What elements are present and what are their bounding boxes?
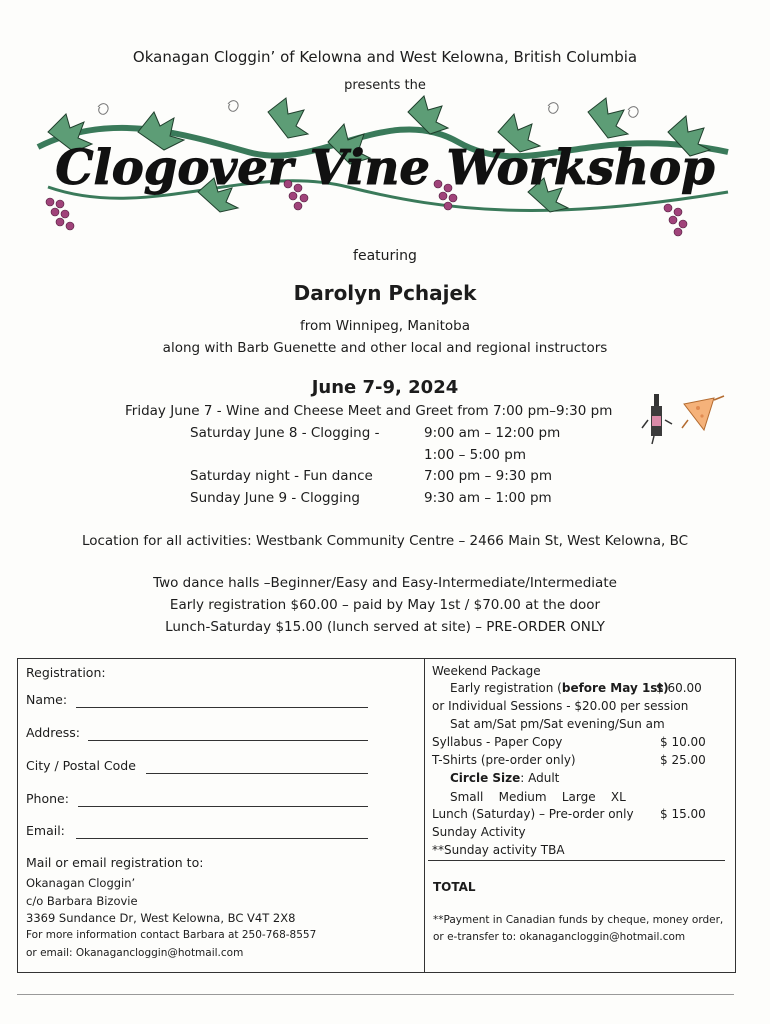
organizer-line: Okanagan Cloggin’ of Kelowna and West Kelowna, British Columbia	[132, 48, 638, 66]
payment-note: **Payment in Canadian funds by cheque, money order,	[433, 914, 724, 926]
vine-banner	[28, 92, 742, 252]
bottom-rule	[17, 994, 734, 995]
individual-sessions-item: or Individual Sessions - $20.00 per session	[432, 699, 689, 713]
wine-and-cheese-clipart	[640, 390, 730, 446]
instructor-origin: from Winnipeg, Manitoba	[299, 318, 471, 334]
early-registration-item: Early registration (before May 1st)	[450, 681, 669, 695]
lunch-price: $ 15.00	[660, 807, 706, 821]
phone-field[interactable]	[78, 806, 368, 807]
early-registration-price: $ 60.00	[656, 681, 702, 695]
mail-address-line: c/o Barbara Bizovie	[26, 894, 138, 908]
workshop-title: Clogover Vine Workshop	[55, 140, 715, 196]
mail-to-heading: Mail or email registration to:	[26, 855, 204, 870]
dance-halls-text: Two dance halls –Beginner/Easy and Easy-Intermediate/Intermediate	[153, 575, 617, 591]
email-field[interactable]	[76, 838, 368, 839]
schedule-time: 9:00 am – 12:00 pm	[424, 425, 561, 441]
total-label: TOTAL	[433, 880, 476, 894]
registration-heading: Registration:	[26, 665, 106, 680]
contact-email: or email: Okanagancloggin@hotmail.com	[26, 947, 244, 959]
cheese-icon	[682, 396, 724, 430]
early-registration-text: Early registration $60.00 – paid by May 1st / $70.00 at the door	[169, 597, 601, 613]
form-divider	[424, 658, 425, 972]
session-options: Sat am/Sat pm/Sat evening/Sun am	[450, 717, 665, 731]
contact-phone: For more information contact Barbara at 250-768-8557	[26, 929, 317, 941]
sunday-activity-tba: **Sunday activity TBA	[432, 843, 565, 857]
tshirts-price: $ 25.00	[660, 753, 706, 767]
schedule-label: Saturday June 8 - Clogging -	[190, 425, 380, 441]
featuring-text: featuring	[353, 248, 417, 264]
location-text: Location for all activities: Westbank Community Centre – 2466 Main St, West Kelowna, BC	[81, 533, 689, 549]
wine-bottle-icon	[642, 394, 672, 444]
total-separator	[428, 860, 725, 861]
circle-size: Circle Size: Adult	[450, 771, 560, 785]
schedule-time: 7:00 pm – 9:30 pm	[424, 468, 552, 484]
schedule-label: Saturday night - Fun dance	[190, 468, 373, 484]
other-instructors: along with Barb Guenette and other local and regional instructors	[162, 340, 608, 356]
presents-text: presents the	[344, 78, 426, 93]
instructor-name: Darolyn Pchajek	[293, 281, 477, 305]
email-label: Email:	[26, 823, 65, 838]
lunch-text: Lunch-Saturday $15.00 (lunch served at site) – PRE-ORDER ONLY	[165, 619, 605, 635]
phone-label: Phone:	[26, 791, 69, 806]
sunday-activity-item: Sunday Activity	[432, 825, 526, 839]
address-field[interactable]	[88, 740, 368, 741]
event-dates: June 7-9, 2024	[311, 377, 459, 398]
lunch-item: Lunch (Saturday) – Pre-order only	[432, 807, 634, 821]
address-label: Address:	[26, 725, 80, 740]
friday-schedule: Friday June 7 - Wine and Cheese Meet and Greet from 7:00 pm–9:30 pm	[125, 403, 613, 419]
mail-address-line: 3369 Sundance Dr, West Kelowna, BC V4T 2X8	[26, 911, 296, 925]
weekend-package-heading: Weekend Package	[432, 664, 541, 678]
syllabus-item: Syllabus - Paper Copy	[432, 735, 563, 749]
city-postal-label: City / Postal Code	[26, 758, 136, 773]
mail-address-line: Okanagan Cloggin’	[26, 876, 136, 890]
tshirt-sizes: Small Medium Large XL	[450, 790, 626, 804]
schedule-time: 9:30 am – 1:00 pm	[424, 490, 552, 506]
syllabus-price: $ 10.00	[660, 735, 706, 749]
name-label: Name:	[26, 692, 68, 707]
city-postal-field[interactable]	[146, 773, 368, 774]
name-field[interactable]	[76, 707, 368, 708]
schedule-label: Sunday June 9 - Clogging	[190, 490, 360, 506]
schedule-time: 1:00 – 5:00 pm	[424, 447, 526, 463]
tshirts-item: T-Shirts (pre-order only)	[432, 753, 576, 767]
payment-note: or e-transfer to: okanagancloggin@hotmail.com	[433, 931, 686, 943]
